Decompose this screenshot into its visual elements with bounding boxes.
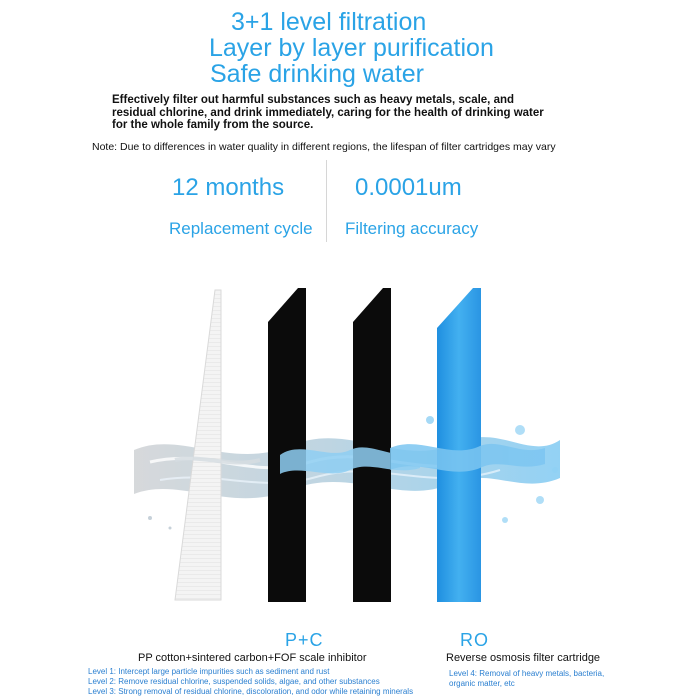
- intro-line-2: residual chlorine, and drink immediately, caring for the health of drinking water: [112, 106, 544, 119]
- intro-line-3: for the whole family from the source.: [112, 119, 314, 131]
- level-4-text-1: Level 4: Removal of heavy metals, bacteria,: [449, 669, 605, 678]
- stat-replacement-label: Replacement cycle: [169, 219, 313, 238]
- headline-line-2: Layer by layer purification: [209, 34, 494, 62]
- label-ro-short: RO: [460, 630, 489, 650]
- label-pc-name: PP cotton+sintered carbon+FOF scale inhibitor: [138, 652, 367, 664]
- ro-filter: [437, 288, 481, 602]
- stat-replacement-value: 12 months: [172, 174, 285, 201]
- headline-line-1: 3+1 level filtration: [231, 8, 427, 36]
- level-3-text: Level 3: Strong removal of residual chlorine, discoloration, and odor while retaining minerals: [88, 687, 414, 696]
- label-ro-name: Reverse osmosis filter cartridge: [446, 652, 601, 664]
- note-text: Note: Due to differences in water quality in different regions, the lifespan of filter cartridges may vary: [92, 141, 556, 153]
- carbon-filter-2: [353, 288, 391, 602]
- stat-divider: [326, 160, 327, 242]
- stat-accuracy-label: Filtering accuracy: [345, 219, 479, 238]
- intro-line-1: Effectively filter out harmful substances such as heavy metals, scale, and: [112, 94, 515, 106]
- stat-accuracy-value: 0.0001um: [355, 174, 462, 201]
- headline-line-3: Safe drinking water: [210, 60, 425, 88]
- label-pc-short: P+C: [285, 630, 324, 650]
- level-4-text-2: organic matter, etc: [449, 679, 515, 688]
- filter-illustration: [0, 270, 700, 640]
- intro-text: [112, 94, 602, 132]
- pp-cotton-filter: [175, 290, 221, 600]
- level-1-text: Level 1: Intercept large particle impurities such as sediment and rust: [88, 667, 330, 676]
- carbon-filter-1: [268, 288, 306, 602]
- level-2-text: Level 2: Remove residual chlorine, suspended solids, algae, and other substances: [88, 677, 380, 686]
